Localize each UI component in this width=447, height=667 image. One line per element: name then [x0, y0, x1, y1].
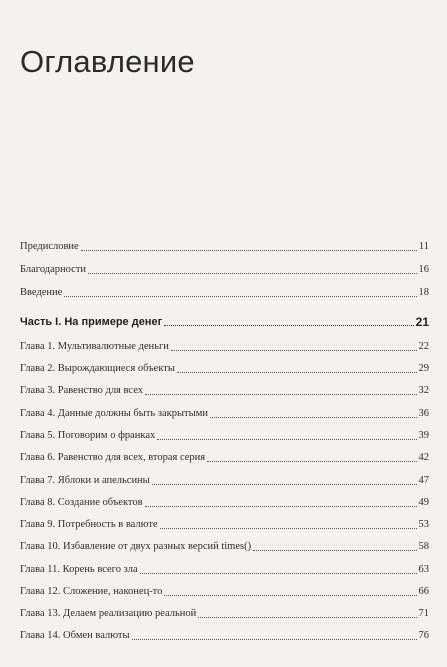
toc-entry-title: Часть I. На примере денег [20, 316, 163, 328]
toc-entry-page: 29 [418, 363, 429, 374]
toc-entry-chapter-11[interactable] [20, 561, 429, 577]
toc-entry-title: Глава 5. Поговорим о франках [20, 430, 156, 441]
dot-leader [132, 639, 417, 640]
toc-entry-page: 39 [418, 430, 429, 441]
toc-entry-page: 66 [418, 586, 429, 597]
toc-entry-title: Глава 13. Делаем реализацию реальной [20, 608, 197, 619]
toc-entry-title: Благодарности [20, 264, 87, 275]
toc-entry-chapter-12[interactable] [20, 583, 429, 599]
dot-leader [164, 595, 416, 596]
dot-leader [207, 461, 416, 462]
toc-entry-chapter-7[interactable] [20, 472, 429, 488]
toc-entry-page: 18 [418, 287, 429, 298]
toc-entry-chapter-4[interactable] [20, 405, 429, 421]
toc-entry-title: Предисловие [20, 241, 79, 252]
toc-entry-title: Глава 6. Равенство для всех, вторая серия [20, 452, 206, 463]
dot-leader [177, 372, 417, 373]
dot-leader [152, 484, 417, 485]
dot-leader [198, 617, 416, 618]
toc-entry-acknowledgements[interactable] [20, 261, 429, 277]
dot-leader [210, 417, 417, 418]
toc-entry-chapter-1[interactable] [20, 338, 429, 354]
toc-entry-chapter-3[interactable] [20, 382, 429, 398]
dot-leader [140, 573, 417, 574]
toc-entry-title: Глава 14. Обмен валюты [20, 630, 130, 641]
toc-entry-chapter-2[interactable] [20, 360, 429, 376]
toc-entry-page: 76 [418, 630, 429, 641]
toc-entry-page: 49 [418, 497, 429, 508]
dot-leader [81, 250, 417, 251]
page-title: Оглавление [20, 44, 195, 79]
toc-entry-page: 36 [418, 408, 429, 419]
dot-leader [171, 350, 417, 351]
toc-entry-part-1[interactable] [20, 313, 429, 329]
toc-entry-chapter-8[interactable] [20, 494, 429, 510]
toc-entry-page: 63 [418, 564, 429, 575]
toc-entry-page: 42 [418, 452, 429, 463]
dot-leader [64, 296, 416, 297]
dot-leader [157, 439, 416, 440]
toc-entry-title: Введение [20, 287, 63, 298]
toc-entry-introduction[interactable] [20, 284, 429, 300]
toc-entry-title: Глава 9. Потребность в валюте [20, 519, 158, 530]
toc-entry-chapter-14[interactable] [20, 627, 429, 643]
toc-entry-page: 53 [418, 519, 429, 530]
toc-entry-page: 22 [418, 341, 429, 352]
dot-leader [164, 325, 413, 326]
toc-entry-preface[interactable] [20, 238, 429, 254]
toc-entry-page: 11 [418, 241, 429, 252]
toc-entry-page: 21 [415, 315, 429, 329]
toc-entry-page: 47 [418, 475, 429, 486]
dot-leader [145, 506, 417, 507]
toc-entry-title: Глава 10. Избавление от двух разных версий times() [20, 541, 252, 552]
toc-entry-page: 58 [418, 541, 429, 552]
toc-entry-title: Глава 7. Яблоки и апельсины [20, 475, 150, 486]
toc-entry-page: 32 [418, 385, 429, 396]
toc-entry-page: 16 [418, 264, 429, 275]
toc-entry-chapter-9[interactable] [20, 516, 429, 532]
toc-entry-title: Глава 2. Вырождающиеся объекты [20, 363, 175, 374]
toc-entry-chapter-6[interactable] [20, 449, 429, 465]
toc-entry-title: Глава 8. Создание объектов [20, 497, 143, 508]
dot-leader [145, 394, 417, 395]
toc-entry-title: Глава 4. Данные должны быть закрытыми [20, 408, 208, 419]
toc-entry-chapter-10[interactable] [20, 538, 429, 554]
dot-leader [88, 273, 416, 274]
dot-leader [160, 528, 417, 529]
toc-entry-title: Глава 1. Мультивалютные деньги [20, 341, 169, 352]
dot-leader [253, 550, 416, 551]
toc-entry-title: Глава 11. Корень всего зла [20, 564, 138, 575]
toc-entry-chapter-13[interactable] [20, 605, 429, 621]
toc-entry-title: Глава 3. Равенство для всех [20, 385, 143, 396]
toc-entry-title: Глава 12. Сложение, наконец-то [20, 586, 163, 597]
toc-entry-page: 71 [418, 608, 429, 619]
toc-entry-chapter-5[interactable] [20, 427, 429, 443]
